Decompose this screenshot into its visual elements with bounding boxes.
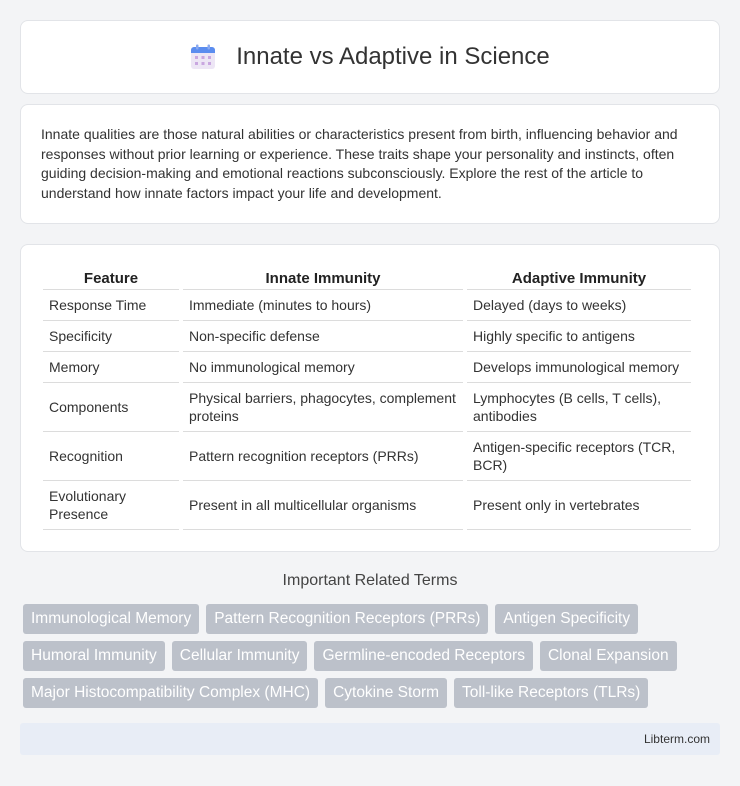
table-cell: Immediate (minutes to hours) [183,290,463,321]
table-row [43,481,691,530]
table-cell: Antigen-specific receptors (TCR, BCR) [467,432,691,481]
table-row [43,352,691,383]
table-cell: Lymphocytes (B cells, T cells), antibodies [467,383,691,432]
header-card [20,20,720,94]
column-header-adaptive: Adaptive Immunity [467,265,691,290]
table-cell: Delayed (days to weeks) [467,290,691,321]
related-terms-list [23,604,723,708]
table-cell: Pattern recognition receptors (PRRs) [183,432,463,481]
table-cell: Present in all multicellular organisms [183,481,463,530]
footer [20,723,720,755]
table-row [43,290,691,321]
column-header-innate: Innate Immunity [183,265,463,290]
table-cell: Components [43,383,179,432]
term-tag[interactable]: Antigen Specificity [495,604,638,634]
table-row [43,383,691,432]
related-terms-title: Important Related Terms [282,572,458,589]
table-cell: Recognition [43,432,179,481]
comparison-table [39,265,695,530]
table-cell: Response Time [43,290,179,321]
table-cell: No immunological memory [183,352,463,383]
comparison-table-card [20,244,720,552]
term-tag[interactable]: Cytokine Storm [325,678,447,708]
table-cell: Present only in vertebrates [467,481,691,530]
table-cell: Non-specific defense [183,321,463,352]
table-cell: Evolutionary Presence [43,481,179,530]
term-tag[interactable]: Pattern Recognition Receptors (PRRs) [206,604,488,634]
table-cell: Memory [43,352,179,383]
term-tag[interactable]: Germline-encoded Receptors [314,641,532,671]
table-row [43,321,691,352]
table-cell: Develops immunological memory [467,352,691,383]
calendar-icon [190,44,216,70]
table-header-row [43,265,691,290]
page-title: Innate vs Adaptive in Science [236,43,550,70]
term-tag[interactable]: Clonal Expansion [540,641,677,671]
term-tag[interactable]: Toll-like Receptors (TLRs) [454,678,648,708]
table-cell: Physical barriers, phagocytes, complement proteins [183,383,463,432]
footer-link[interactable]: Libterm.com [643,732,710,746]
term-tag[interactable]: Cellular Immunity [172,641,308,671]
term-tag[interactable]: Humoral Immunity [23,641,165,671]
term-tag[interactable]: Major Histocompatibility Complex (MHC) [23,678,318,708]
column-header-feature: Feature [43,265,179,290]
table-cell: Specificity [43,321,179,352]
intro-card [20,104,720,224]
intro-text: Innate qualities are those natural abilities or characteristics present from birth, influencing behavior and responses without prior learning or experience. These traits shape your personality and instincts, often guiding decision-making and emotional reactions subconsciously. Explore the rest of the article to understand how innate factors impact your life and development. [41,126,678,201]
table-cell: Highly specific to antigens [467,321,691,352]
term-tag[interactable]: Immunological Memory [23,604,199,634]
table-row [43,432,691,481]
